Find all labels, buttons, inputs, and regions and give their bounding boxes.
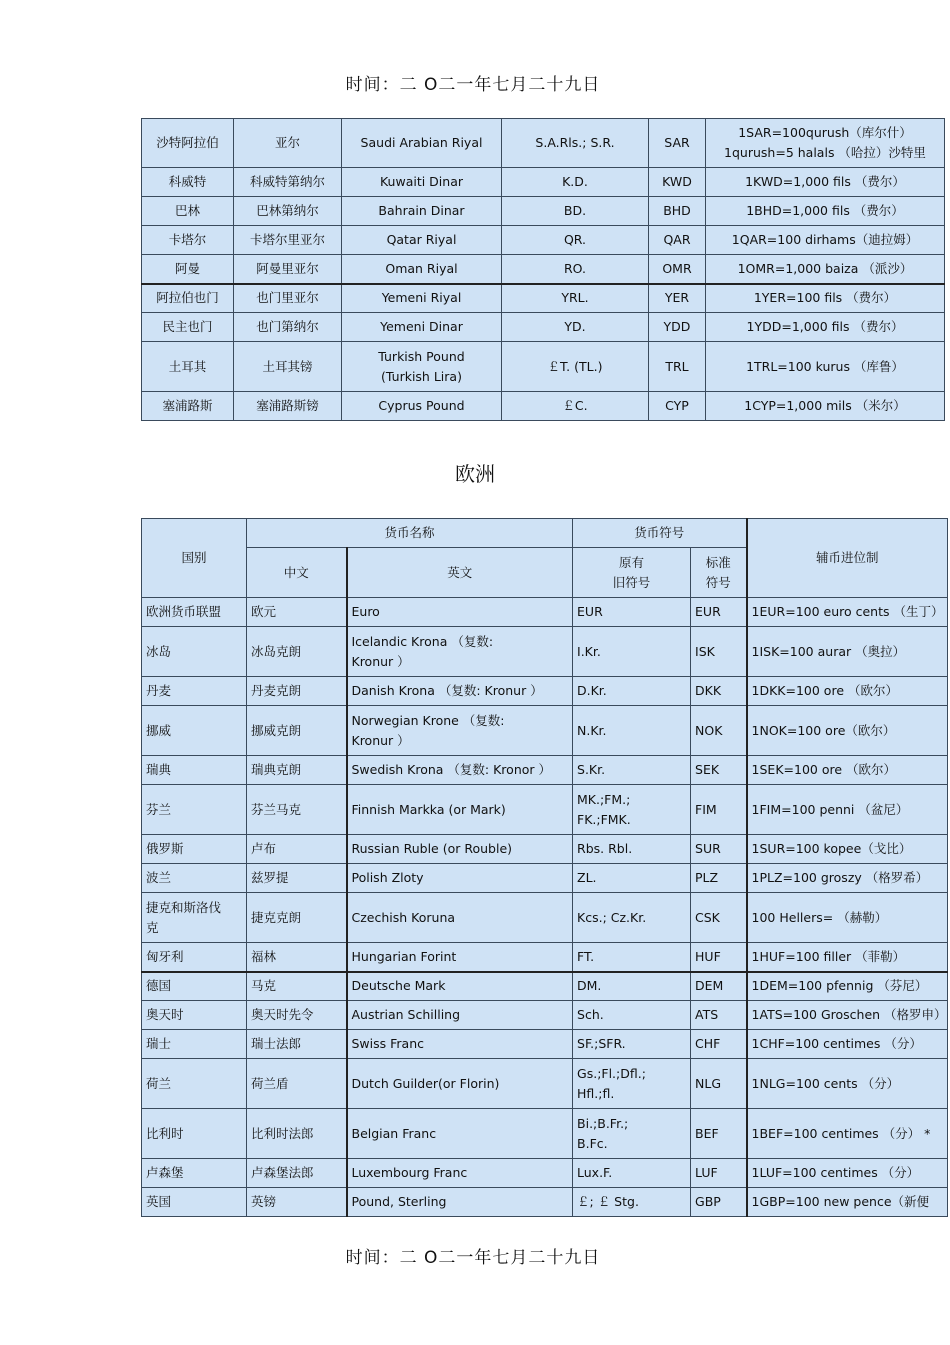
cell-standard-symbol: EUR: [691, 598, 747, 627]
cell-english-name: Saudi Arabian Riyal: [342, 119, 502, 168]
cell-chinese-name: 福林: [247, 943, 347, 972]
cell-chinese-name: 卢布: [247, 835, 347, 864]
cell-country: 科威特: [142, 168, 234, 197]
cell-standard-symbol: CSK: [691, 893, 747, 943]
cell-old-symbol: I.Kr.: [573, 627, 691, 677]
cell-subunit: 1DKK=100 ore （欧尔）: [747, 677, 948, 706]
cell-english-name: Dutch Guilder(or Florin): [347, 1059, 573, 1109]
cell-english-name: Deutsche Mark: [347, 972, 573, 1001]
cell-country: 奥天时: [142, 1001, 247, 1030]
table-row: [142, 1188, 948, 1217]
table-row: [142, 627, 948, 677]
cell-subunit: 1QAR=100 dirhams（迪拉姆）: [706, 226, 945, 255]
cell-chinese-name: 捷克克朗: [247, 893, 347, 943]
cell-english-name: Kuwaiti Dinar: [342, 168, 502, 197]
cell-subunit: 100 Hellers= （赫勒）: [747, 893, 948, 943]
table-row: [142, 226, 945, 255]
cell-country: 俄罗斯: [142, 835, 247, 864]
cell-old-symbol: K.D.: [502, 168, 649, 197]
header-old-symbol: 原有 旧符号: [573, 548, 691, 598]
cell-english-name: Luxembourg Franc: [347, 1159, 573, 1188]
cell-english-name: Danish Krona （复数: Kronur ）: [347, 677, 573, 706]
cell-old-symbol: QR.: [502, 226, 649, 255]
cell-subunit: 1BHD=1,000 fils （费尔）: [706, 197, 945, 226]
cell-subunit: 1FIM=100 penni （盆尼）: [747, 785, 948, 835]
cell-english-name: Turkish Pound (Turkish Lira): [342, 342, 502, 392]
table-row: [142, 972, 948, 1001]
cell-old-symbol: SF.;SFR.: [573, 1030, 691, 1059]
cell-standard-symbol: YER: [649, 284, 706, 313]
cell-standard-symbol: BHD: [649, 197, 706, 226]
table-row: [142, 1159, 948, 1188]
cell-old-symbol: YRL.: [502, 284, 649, 313]
cell-standard-symbol: CHF: [691, 1030, 747, 1059]
cell-subunit: 1YDD=1,000 fils （费尔）: [706, 313, 945, 342]
cell-subunit: 1NOK=100 ore（欧尔）: [747, 706, 948, 756]
cell-english-name: Swedish Krona （复数: Kronor ）: [347, 756, 573, 785]
cell-old-symbol: RO.: [502, 255, 649, 284]
table-row: [142, 706, 948, 756]
cell-old-symbol: N.Kr.: [573, 706, 691, 756]
table-row: [142, 864, 948, 893]
header-currency-name: 货币名称: [247, 519, 573, 548]
cell-english-name: Euro: [347, 598, 573, 627]
cell-country: 挪威: [142, 706, 247, 756]
table-row: [142, 756, 948, 785]
cell-country: 德国: [142, 972, 247, 1001]
cell-chinese-name: 挪威克朗: [247, 706, 347, 756]
cell-standard-symbol: SUR: [691, 835, 747, 864]
cell-subunit: 1PLZ=100 groszy （格罗希）: [747, 864, 948, 893]
cell-subunit: 1SAR=100qurush（库尔什） 1qurush=5 halals （哈拉）沙特里: [706, 119, 945, 168]
cell-standard-symbol: YDD: [649, 313, 706, 342]
table-row: [142, 313, 945, 342]
cell-english-name: Swiss Franc: [347, 1030, 573, 1059]
table-row: [142, 284, 945, 313]
cell-old-symbol: DM.: [573, 972, 691, 1001]
cell-country: 比利时: [142, 1109, 247, 1159]
cell-country: 塞浦路斯: [142, 392, 234, 421]
cell-subunit: 1BEF=100 centimes （分） *: [747, 1109, 948, 1159]
cell-subunit: 1LUF=100 centimes （分）: [747, 1159, 948, 1188]
table-row: [142, 785, 948, 835]
cell-old-symbol: S.Kr.: [573, 756, 691, 785]
header-chinese: 中文: [247, 548, 347, 598]
cell-subunit: 1CHF=100 centimes （分）: [747, 1030, 948, 1059]
cell-country: 英国: [142, 1188, 247, 1217]
cell-old-symbol: BD.: [502, 197, 649, 226]
cell-standard-symbol: HUF: [691, 943, 747, 972]
cell-chinese-name: 马克: [247, 972, 347, 1001]
date-footer: 时间：二 O二一年七月二十九日: [345, 1248, 601, 1268]
table-row: [142, 943, 948, 972]
cell-old-symbol: D.Kr.: [573, 677, 691, 706]
cell-old-symbol: ￡T. (TL.): [502, 342, 649, 392]
cell-country: 匈牙利: [142, 943, 247, 972]
cell-old-symbol: ￡C.: [502, 392, 649, 421]
cell-country: 卡塔尔: [142, 226, 234, 255]
cell-standard-symbol: GBP: [691, 1188, 747, 1217]
cell-old-symbol: ZL.: [573, 864, 691, 893]
cell-chinese-name: 欧元: [247, 598, 347, 627]
cell-country: 冰岛: [142, 627, 247, 677]
cell-standard-symbol: NLG: [691, 1059, 747, 1109]
cell-english-name: Finnish Markka (or Mark): [347, 785, 573, 835]
cell-english-name: Yemeni Riyal: [342, 284, 502, 313]
header-english: 英文: [347, 548, 573, 598]
cell-english-name: Norwegian Krone （复数: Kronur ）: [347, 706, 573, 756]
cell-standard-symbol: QAR: [649, 226, 706, 255]
cell-subunit: 1DEM=100 pfennig （芬尼）: [747, 972, 948, 1001]
europe-currency-table: [141, 518, 948, 1217]
cell-standard-symbol: SAR: [649, 119, 706, 168]
table-row: [142, 677, 948, 706]
cell-english-name: Yemeni Dinar: [342, 313, 502, 342]
cell-country: 芬兰: [142, 785, 247, 835]
cell-subunit: 1HUF=100 filler （菲勒）: [747, 943, 948, 972]
cell-chinese-name: 卡塔尔里亚尔: [234, 226, 342, 255]
cell-standard-symbol: CYP: [649, 392, 706, 421]
header-currency-symbol: 货币符号: [573, 519, 747, 548]
cell-chinese-name: 瑞典克朗: [247, 756, 347, 785]
table-row: [142, 1030, 948, 1059]
cell-country: 民主也门: [142, 313, 234, 342]
cell-chinese-name: 冰岛克朗: [247, 627, 347, 677]
cell-standard-symbol: KWD: [649, 168, 706, 197]
cell-subunit: 1ISK=100 aurar （奥拉）: [747, 627, 948, 677]
cell-chinese-name: 荷兰盾: [247, 1059, 347, 1109]
cell-country: 瑞典: [142, 756, 247, 785]
cell-english-name: Czechish Koruna: [347, 893, 573, 943]
cell-english-name: Cyprus Pound: [342, 392, 502, 421]
cell-country: 波兰: [142, 864, 247, 893]
cell-country: 阿曼: [142, 255, 234, 284]
cell-chinese-name: 芬兰马克: [247, 785, 347, 835]
cell-chinese-name: 卢森堡法郎: [247, 1159, 347, 1188]
cell-standard-symbol: ISK: [691, 627, 747, 677]
cell-subunit: 1GBP=100 new pence（新便: [747, 1188, 948, 1217]
cell-old-symbol: EUR: [573, 598, 691, 627]
cell-standard-symbol: ATS: [691, 1001, 747, 1030]
cell-old-symbol: Kcs.; Cz.Kr.: [573, 893, 691, 943]
cell-country: 荷兰: [142, 1059, 247, 1109]
middle-east-currency-table: [141, 118, 945, 421]
table-row: [142, 342, 945, 392]
table-row: [142, 1109, 948, 1159]
cell-country: 丹麦: [142, 677, 247, 706]
cell-standard-symbol: OMR: [649, 255, 706, 284]
cell-english-name: Oman Riyal: [342, 255, 502, 284]
cell-standard-symbol: SEK: [691, 756, 747, 785]
cell-country: 土耳其: [142, 342, 234, 392]
cell-standard-symbol: FIM: [691, 785, 747, 835]
cell-country: 阿拉伯也门: [142, 284, 234, 313]
cell-subunit: 1EUR=100 euro cents （生丁）: [747, 598, 948, 627]
cell-standard-symbol: NOK: [691, 706, 747, 756]
cell-chinese-name: 阿曼里亚尔: [234, 255, 342, 284]
cell-chinese-name: 也门里亚尔: [234, 284, 342, 313]
cell-subunit: 1CYP=1,000 mils （米尔）: [706, 392, 945, 421]
cell-chinese-name: 兹罗提: [247, 864, 347, 893]
table-row: [142, 835, 948, 864]
cell-english-name: Hungarian Forint: [347, 943, 573, 972]
cell-chinese-name: 奥天时先令: [247, 1001, 347, 1030]
cell-old-symbol: Rbs. Rbl.: [573, 835, 691, 864]
cell-standard-symbol: DEM: [691, 972, 747, 1001]
cell-subunit: 1SEK=100 ore （欧尔）: [747, 756, 948, 785]
cell-standard-symbol: TRL: [649, 342, 706, 392]
table-row: [142, 893, 948, 943]
cell-subunit: 1TRL=100 kurus （库鲁）: [706, 342, 945, 392]
cell-chinese-name: 英镑: [247, 1188, 347, 1217]
cell-english-name: Belgian Franc: [347, 1109, 573, 1159]
date-header: 时间：二 O二一年七月二十九日: [345, 75, 601, 95]
cell-english-name: Icelandic Krona （复数: Kronur ）: [347, 627, 573, 677]
cell-country: 瑞士: [142, 1030, 247, 1059]
cell-subunit: 1KWD=1,000 fils （费尔）: [706, 168, 945, 197]
cell-old-symbol: MK.;FM.; FK.;FMK.: [573, 785, 691, 835]
cell-english-name: Qatar Riyal: [342, 226, 502, 255]
table-row: [142, 598, 948, 627]
cell-country: 巴林: [142, 197, 234, 226]
cell-old-symbol: Bi.;B.Fr.; B.Fc.: [573, 1109, 691, 1159]
cell-chinese-name: 塞浦路斯镑: [234, 392, 342, 421]
header-standard-symbol: 标准 符号: [691, 548, 747, 598]
cell-subunit: 1ATS=100 Groschen （格罗申）: [747, 1001, 948, 1030]
table-row: [142, 1001, 948, 1030]
cell-chinese-name: 也门第纳尔: [234, 313, 342, 342]
cell-subunit: 1YER=100 fils （费尔）: [706, 284, 945, 313]
cell-chinese-name: 丹麦克朗: [247, 677, 347, 706]
cell-chinese-name: 比利时法郎: [247, 1109, 347, 1159]
cell-standard-symbol: DKK: [691, 677, 747, 706]
header-subunit: 辅币进位制: [747, 519, 948, 598]
cell-country: 捷克和斯洛伐 克: [142, 893, 247, 943]
cell-old-symbol: FT.: [573, 943, 691, 972]
cell-subunit: 1SUR=100 kopee（戈比）: [747, 835, 948, 864]
table-row: [142, 168, 945, 197]
cell-country: 卢森堡: [142, 1159, 247, 1188]
table-row: [142, 119, 945, 168]
cell-subunit: 1NLG=100 cents （分）: [747, 1059, 948, 1109]
table-row: [142, 255, 945, 284]
cell-old-symbol: YD.: [502, 313, 649, 342]
cell-english-name: Bahrain Dinar: [342, 197, 502, 226]
cell-old-symbol: Sch.: [573, 1001, 691, 1030]
table-row: [142, 392, 945, 421]
cell-subunit: 1OMR=1,000 baiza （派沙）: [706, 255, 945, 284]
cell-standard-symbol: LUF: [691, 1159, 747, 1188]
cell-old-symbol: ￡; ￡ Stg.: [573, 1188, 691, 1217]
cell-country: 欧洲货币联盟: [142, 598, 247, 627]
table-row: [142, 1059, 948, 1109]
section-title-europe: 欧洲: [455, 462, 495, 486]
cell-english-name: Austrian Schilling: [347, 1001, 573, 1030]
cell-standard-symbol: BEF: [691, 1109, 747, 1159]
cell-chinese-name: 瑞士法郎: [247, 1030, 347, 1059]
cell-chinese-name: 亚尔: [234, 119, 342, 168]
header-country: 国别: [142, 519, 247, 598]
cell-old-symbol: Gs.;Fl.;Dfl.; Hfl.;fl.: [573, 1059, 691, 1109]
cell-english-name: Polish Zloty: [347, 864, 573, 893]
cell-old-symbol: Lux.F.: [573, 1159, 691, 1188]
cell-english-name: Russian Ruble (or Rouble): [347, 835, 573, 864]
cell-chinese-name: 土耳其镑: [234, 342, 342, 392]
cell-chinese-name: 巴林第纳尔: [234, 197, 342, 226]
cell-old-symbol: S.A.Rls.; S.R.: [502, 119, 649, 168]
cell-country: 沙特阿拉伯: [142, 119, 234, 168]
cell-english-name: Pound, Sterling: [347, 1188, 573, 1217]
cell-standard-symbol: PLZ: [691, 864, 747, 893]
table-row: [142, 197, 945, 226]
cell-chinese-name: 科威特第纳尔: [234, 168, 342, 197]
